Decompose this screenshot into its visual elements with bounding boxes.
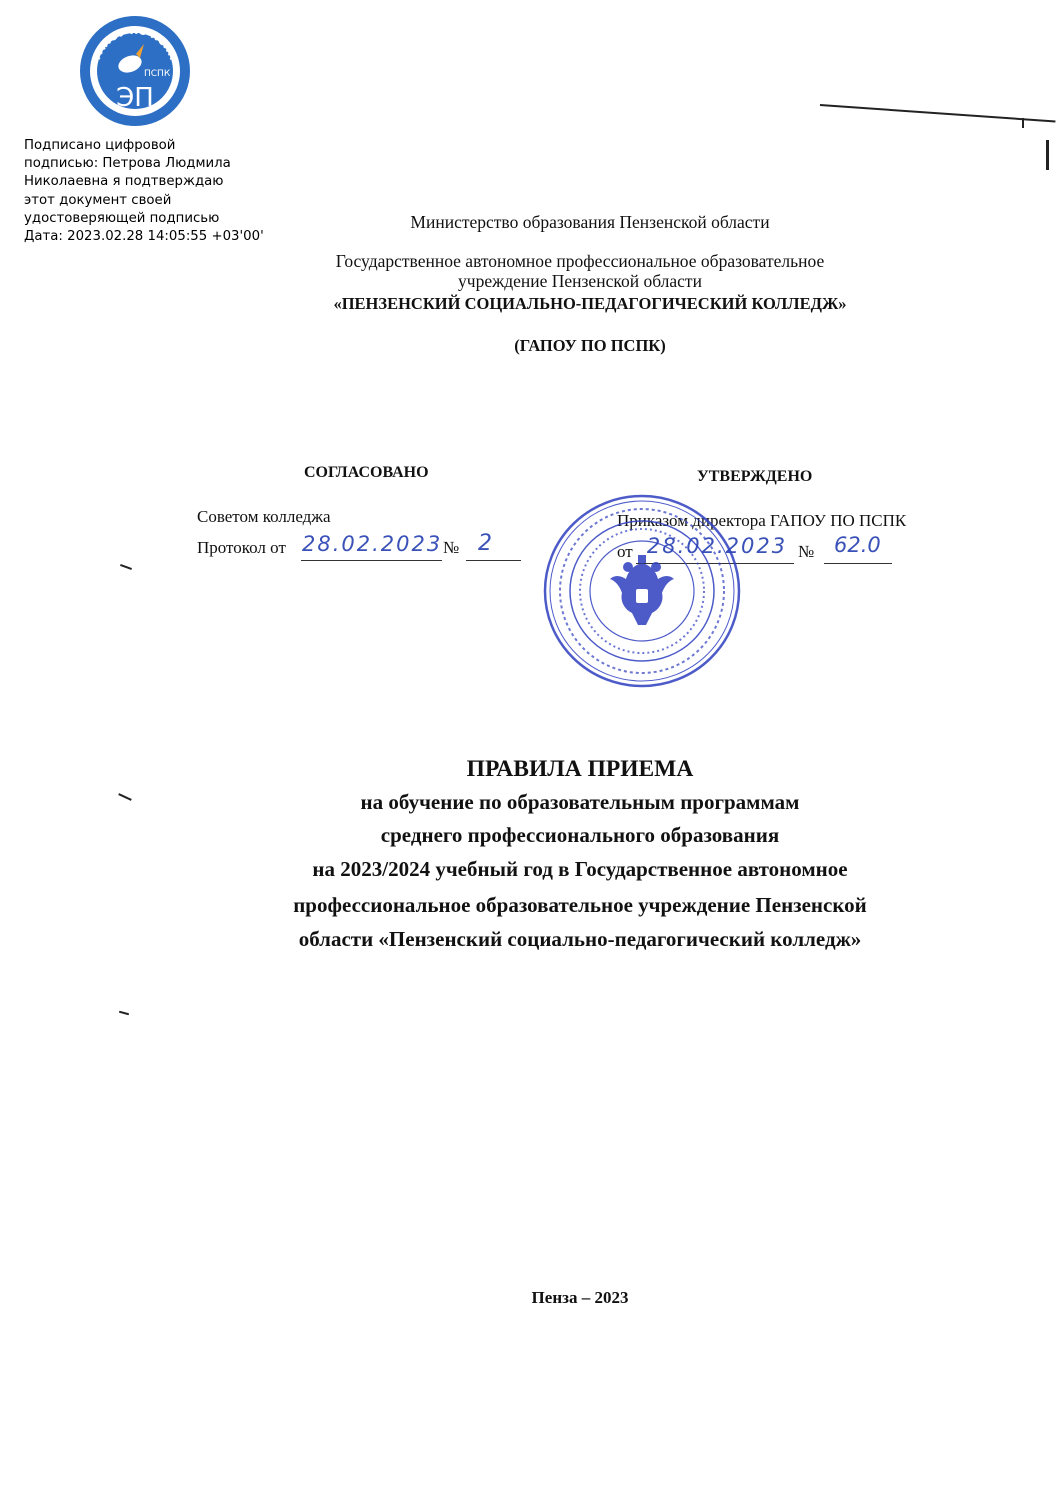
institution-name-line1: Государственное автономное профессиональное образовательное: [335, 251, 825, 271]
scan-mark: [118, 793, 132, 801]
document-subtitle-line: среднего профессионального образования: [380, 823, 780, 847]
ministry-name: Министерство образования Пензенской области: [410, 212, 770, 232]
protocol-number-handwritten: 2: [478, 531, 492, 556]
document-title: ПРАВИЛА ПРИЕМА: [466, 756, 694, 782]
scan-mark: [119, 1011, 129, 1016]
logo-badge-text: ПСПК: [144, 69, 171, 79]
order-date-handwritten: 28.02.2023: [646, 534, 788, 558]
approved-by: Приказом директора ГАПОУ ПО ПСПК: [617, 511, 907, 530]
logo-arc-text: ГАПОУ ПО ПСПК: [91, 25, 179, 62]
signature-line: Подписано цифровой: [24, 138, 176, 153]
order-number-label: №: [798, 542, 815, 561]
logo-ep-letters: ЭП: [116, 83, 154, 113]
document-subtitle-line: области «Пензенский социально-педагогический колледж»: [298, 927, 862, 951]
protocol-label: Протокол от: [197, 538, 286, 557]
college-name: «ПЕНЗЕНСКИЙ СОЦИАЛЬНО-ПЕДАГОГИЧЕСКИЙ КОЛЛЕДЖ»: [333, 294, 847, 313]
scan-mark: [1022, 118, 1024, 128]
order-number-handwritten: 62.0: [834, 533, 881, 557]
protocol-date-underline: [301, 560, 442, 561]
agreed-by: Советом колледжа: [197, 507, 331, 526]
protocol-number-label: №: [443, 538, 460, 557]
signature-line: подписью: Петрова Людмила: [24, 156, 231, 172]
signature-line: Николаевна я подтверждаю: [24, 174, 224, 190]
protocol-date-handwritten: 28.02.2023: [302, 532, 443, 556]
digital-signature-logo: [78, 14, 192, 128]
official-seal-stamp: [542, 493, 742, 689]
scan-mark: [120, 564, 132, 570]
protocol-number-underline: [466, 560, 521, 561]
document-subtitle-line: на 2023/2024 учебный год в Государственное автономное: [312, 857, 848, 881]
document-subtitle-line: на обучение по образовательным программам: [360, 790, 800, 814]
document-subtitle-line: профессиональное образовательное учреждение Пензенской: [293, 893, 867, 917]
scan-edge-top: [820, 104, 1056, 122]
institution-name-line2: учреждение Пензенской области: [458, 271, 702, 291]
order-number-underline: [824, 563, 892, 564]
approved-heading: УТВЕРЖДЕНО: [697, 468, 813, 485]
signature-line: этот документ своей: [24, 192, 172, 208]
scan-edge-right: [1046, 140, 1049, 170]
order-from-label: от: [617, 542, 633, 561]
digital-signature-text: [24, 137, 274, 246]
city-year: Пенза – 2023: [531, 1288, 629, 1307]
signature-line: удостоверяющей подписью: [24, 210, 220, 226]
agreed-heading: СОГЛАСОВАНО: [304, 464, 429, 481]
college-abbreviation: (ГАПОУ ПО ПСПК): [514, 336, 666, 355]
signature-line: Дата: 2023.02.28 14:05:55 +03'00': [24, 229, 264, 245]
